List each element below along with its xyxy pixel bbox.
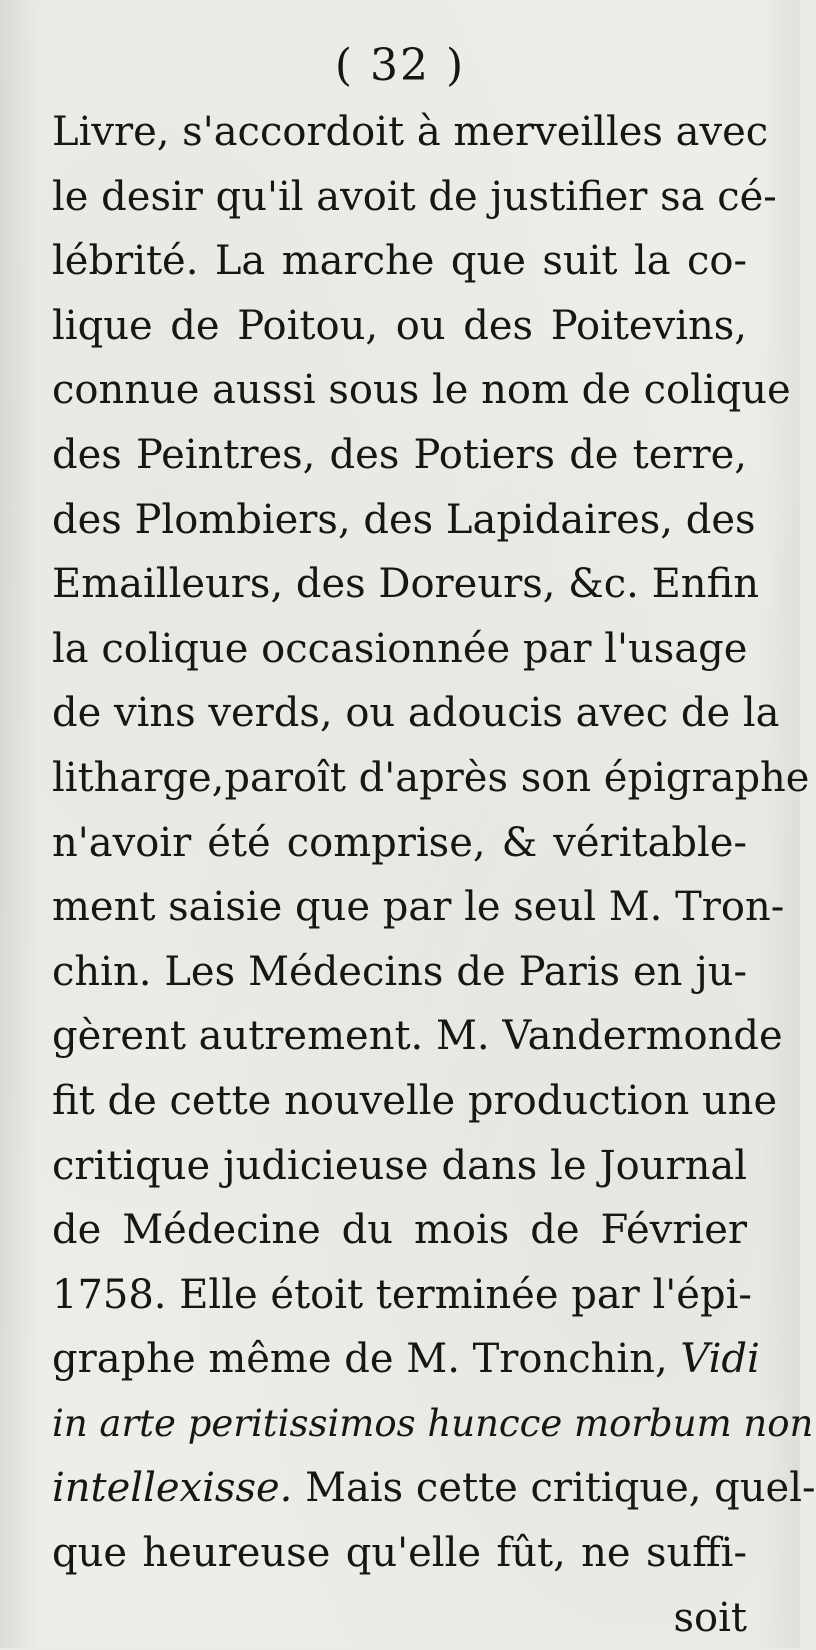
text-roman: Mais cette critique, quel- bbox=[305, 1465, 816, 1512]
text-line: de vins verds, ou adoucis avec de la bbox=[52, 690, 780, 737]
body-text bbox=[52, 100, 816, 1650]
text-line: des Plombiers, des Lapidaires, des bbox=[52, 496, 756, 543]
text-line: ment saisie que par le seul M. Tron- bbox=[52, 884, 785, 931]
text-line-mixed bbox=[52, 1456, 816, 1521]
text-line: fit de cette nouvelle production une bbox=[52, 1077, 778, 1124]
catchword: soit bbox=[673, 1594, 747, 1641]
text-line: lébrité. La marche que suit la co- bbox=[52, 238, 747, 285]
page-number: ( 32 ) bbox=[334, 40, 466, 91]
text-line: connue aussi sous le nom de colique bbox=[52, 367, 791, 414]
text-line: que heureuse qu'elle fût, ne suffi- bbox=[52, 1530, 747, 1577]
text-line: le desir qu'il avoit de justifier sa cé- bbox=[52, 173, 777, 220]
text-line: chin. Les Médecins de Paris en ju- bbox=[52, 948, 747, 995]
text-line: la colique occasionnée par l'usage bbox=[52, 625, 748, 672]
text-italic: Vidi bbox=[680, 1336, 760, 1383]
text-line-italic: in arte peritissimos huncce morbum non bbox=[52, 1401, 814, 1445]
text-line: des Peintres, des Potiers de terre, bbox=[52, 431, 747, 478]
text-line: Emailleurs, des Doreurs, &c. Enfin bbox=[52, 561, 760, 608]
text-line: lique de Poitou, ou des Poitevins, bbox=[52, 302, 747, 349]
text-line-mixed bbox=[52, 1327, 760, 1392]
text-line: Livre, s'accordoit à merveilles avec bbox=[52, 109, 769, 155]
text-line: 1758. Elle étoit terminée par l'épi- bbox=[52, 1271, 752, 1318]
text-line: de Médecine du mois de Février bbox=[52, 1207, 747, 1254]
text-italic: intellexisse. bbox=[52, 1465, 293, 1512]
text-line: n'avoir été comprise, & véritable- bbox=[52, 819, 747, 866]
text-line: critique judicieuse dans le Journal bbox=[52, 1142, 747, 1189]
text-line: gèrent autrement. M. Vandermonde bbox=[52, 1013, 783, 1060]
text-roman: graphe même de M. Tronchin, bbox=[52, 1336, 668, 1383]
text-line: litharge,paroît d'après son épigraphe bbox=[52, 754, 810, 801]
